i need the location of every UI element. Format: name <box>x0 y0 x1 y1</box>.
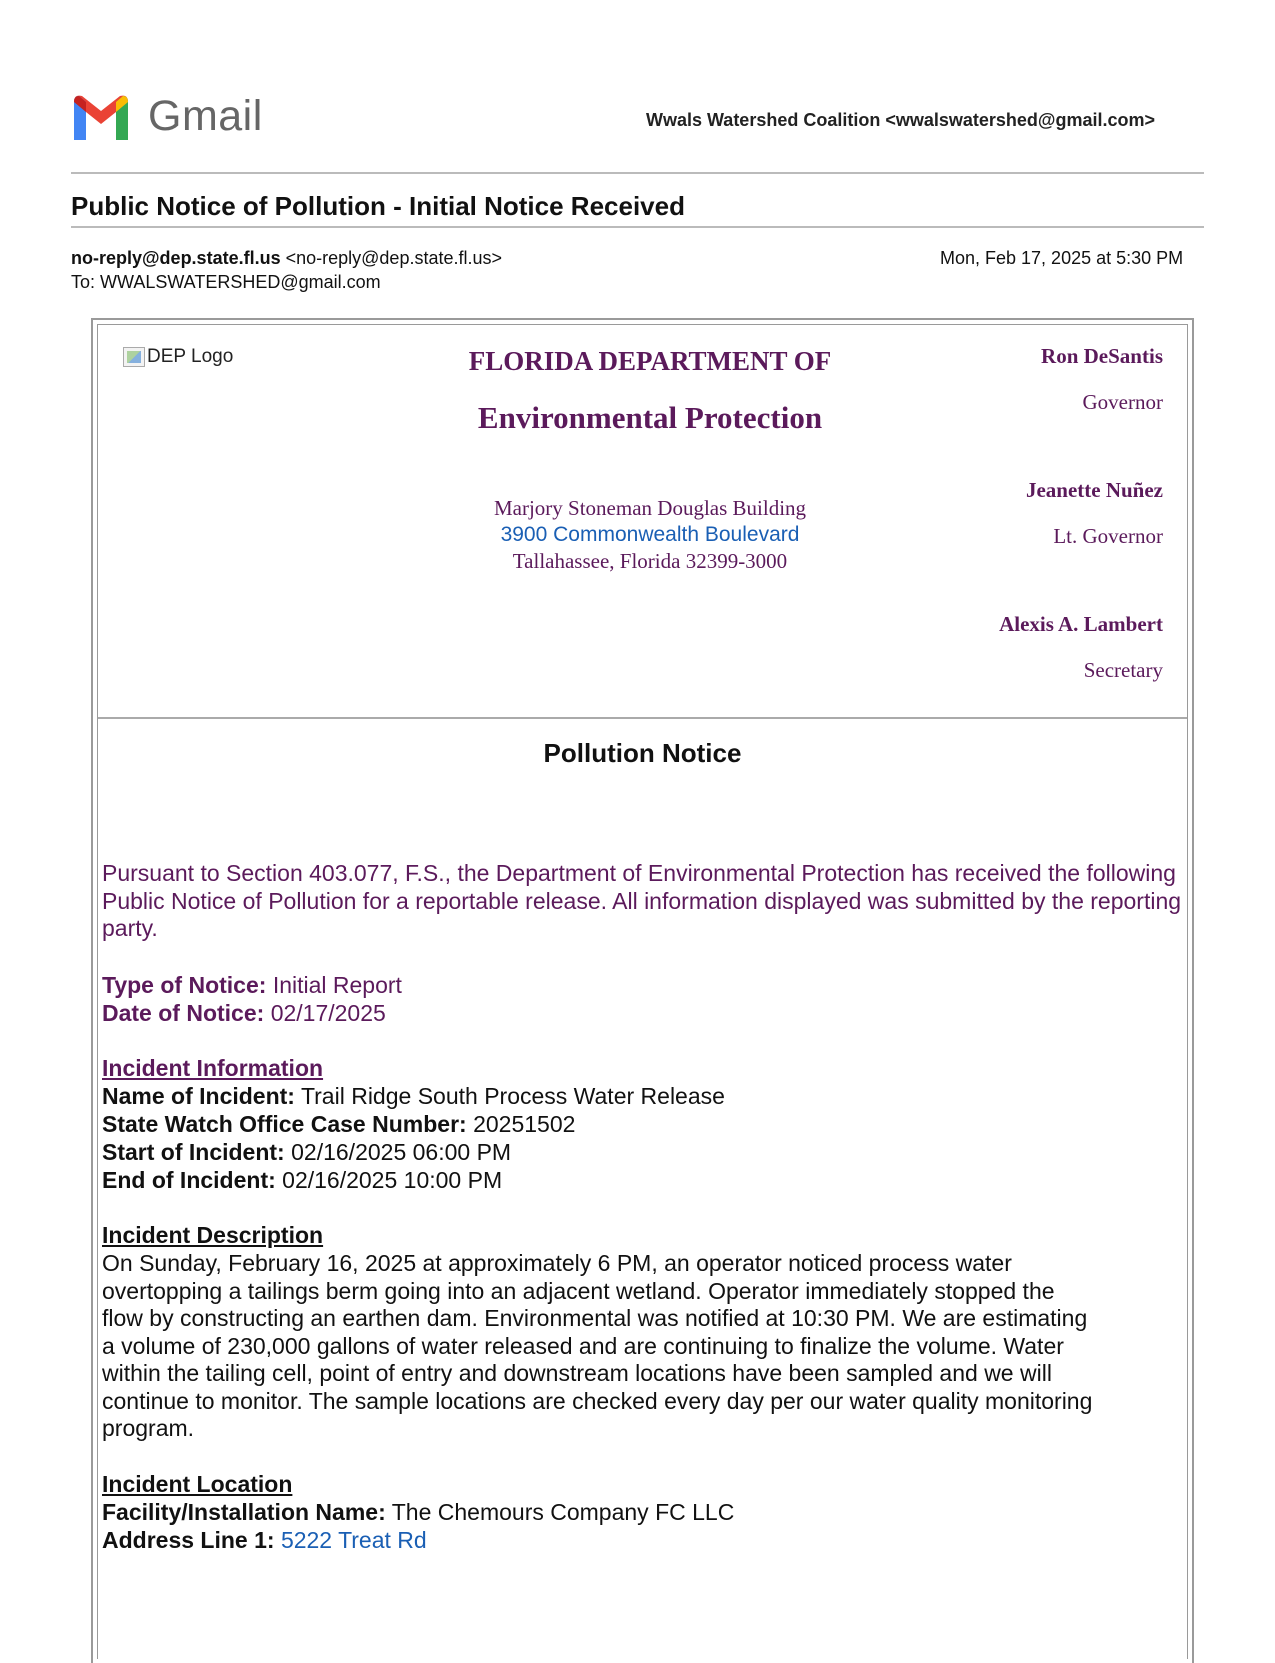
description-line: flow by constructing an earthen dam. Environmental was notified at 10:30 PM. We are estimating <box>102 1305 1088 1331</box>
sender <box>71 248 502 269</box>
divider <box>71 172 1204 174</box>
incident-description <box>102 1250 1182 1443</box>
facility-name-value: The Chemours Company FC LLC <box>391 1499 735 1525</box>
type-of-notice-label: Type of Notice: <box>102 972 267 998</box>
type-of-notice <box>102 972 1182 1000</box>
recipient: To: WWALSWATERSHED@gmail.com <box>71 272 381 292</box>
gmail-wordmark: Gmail <box>148 92 263 140</box>
facility-name-label: Facility/Installation Name: <box>102 1499 386 1525</box>
dep-logo <box>123 346 233 368</box>
account-label: Wwals Watershed Coalition <wwalswatershed@gmail.com> <box>645 110 1155 130</box>
incident-start <box>102 1139 1182 1167</box>
notice-intro: Pursuant to Section 403.077, F.S., the Department of Environmental Protection has received the following Public Notice of Pollution for a reportable release. All information displayed was submitted by the reporting party. <box>102 860 1182 941</box>
date-of-notice-label: Date of Notice: <box>102 1000 265 1026</box>
address-line-1-label: Address Line 1: <box>102 1527 275 1553</box>
official-name-lt-governor: Jeanette Nuñez <box>1025 478 1163 502</box>
sender-address: no-reply@dep.state.fl.us <box>71 248 281 268</box>
divider <box>98 717 1187 719</box>
incident-end-label: End of Incident: <box>102 1167 276 1193</box>
sender-address-bracket: <no-reply@dep.state.fl.us> <box>285 248 503 268</box>
address-street-link[interactable]: 3900 Commonwealth Boulevard <box>500 523 800 546</box>
case-number-label: State Watch Office Case Number: <box>102 1111 467 1137</box>
description-line: continue to monitor. The sample locations are checked every day per our water quality monitoring <box>102 1387 1093 1414</box>
facility-name <box>102 1499 1182 1527</box>
address-line-1 <box>102 1527 1182 1555</box>
address-street[interactable] <box>390 522 910 547</box>
email-subject: Public Notice of Pollution - Initial Notice Received <box>71 191 685 221</box>
address-building: Marjory Stoneman Douglas Building <box>493 496 807 520</box>
type-of-notice-value: Initial Report <box>272 972 402 998</box>
official-title-lt-governor: Lt. Governor <box>1053 524 1163 548</box>
date-of-notice-value: 02/17/2025 <box>270 1000 386 1026</box>
date-of-notice <box>102 1000 1182 1028</box>
incident-location-heading: Incident Location <box>102 1471 293 1497</box>
official-name-secretary: Alexis A. Lambert <box>999 612 1163 636</box>
description-line: program. <box>102 1415 195 1441</box>
description-line: a volume of 230,000 gallons of water released and are continuing to finalize the volume. Water <box>102 1332 1064 1359</box>
case-number <box>102 1111 1182 1139</box>
incident-start-value: 02/16/2025 06:00 PM <box>291 1139 512 1165</box>
description-line: overtopping a tailings berm going into an adjacent wetland. Operator immediately stopped the <box>102 1277 1055 1304</box>
broken-image-icon <box>123 347 145 367</box>
email-date: Mon, Feb 17, 2025 at 5:30 PM <box>940 248 1184 268</box>
department-line-1: FLORIDA DEPARTMENT OF <box>468 346 832 376</box>
address-city: Tallahassee, Florida 32399-3000 <box>512 549 788 573</box>
incident-name-value: Trail Ridge South Process Water Release <box>300 1083 725 1109</box>
official-name-governor: Ron DeSantis <box>1041 344 1163 368</box>
case-number-value: 20251502 <box>473 1111 576 1137</box>
official-title-secretary: Secretary <box>1083 658 1163 682</box>
description-line: On Sunday, February 16, 2025 at approximately 6 PM, an operator noticed process water <box>102 1250 1012 1276</box>
address-line-1-link[interactable]: 5222 Treat Rd <box>280 1527 427 1553</box>
department-line-2: Environmental Protection <box>477 400 823 435</box>
dep-logo-alt-text: DEP Logo <box>147 346 234 367</box>
incident-name <box>102 1083 1182 1111</box>
gmail-logo-icon <box>70 92 132 140</box>
incident-description-heading: Incident Description <box>102 1222 324 1248</box>
incident-information-heading: Incident Information <box>102 1055 324 1081</box>
incident-start-label: Start of Incident: <box>102 1139 285 1165</box>
divider <box>71 226 1204 228</box>
incident-end-value: 02/16/2025 10:00 PM <box>282 1167 503 1193</box>
incident-name-label: Name of Incident: <box>102 1083 295 1109</box>
notice-title: Pollution Notice <box>543 738 742 768</box>
official-title-governor: Governor <box>1082 390 1163 414</box>
description-line: within the tailing cell, point of entry and downstream locations have been sampled and we will <box>102 1360 1052 1386</box>
incident-end <box>102 1167 1182 1195</box>
